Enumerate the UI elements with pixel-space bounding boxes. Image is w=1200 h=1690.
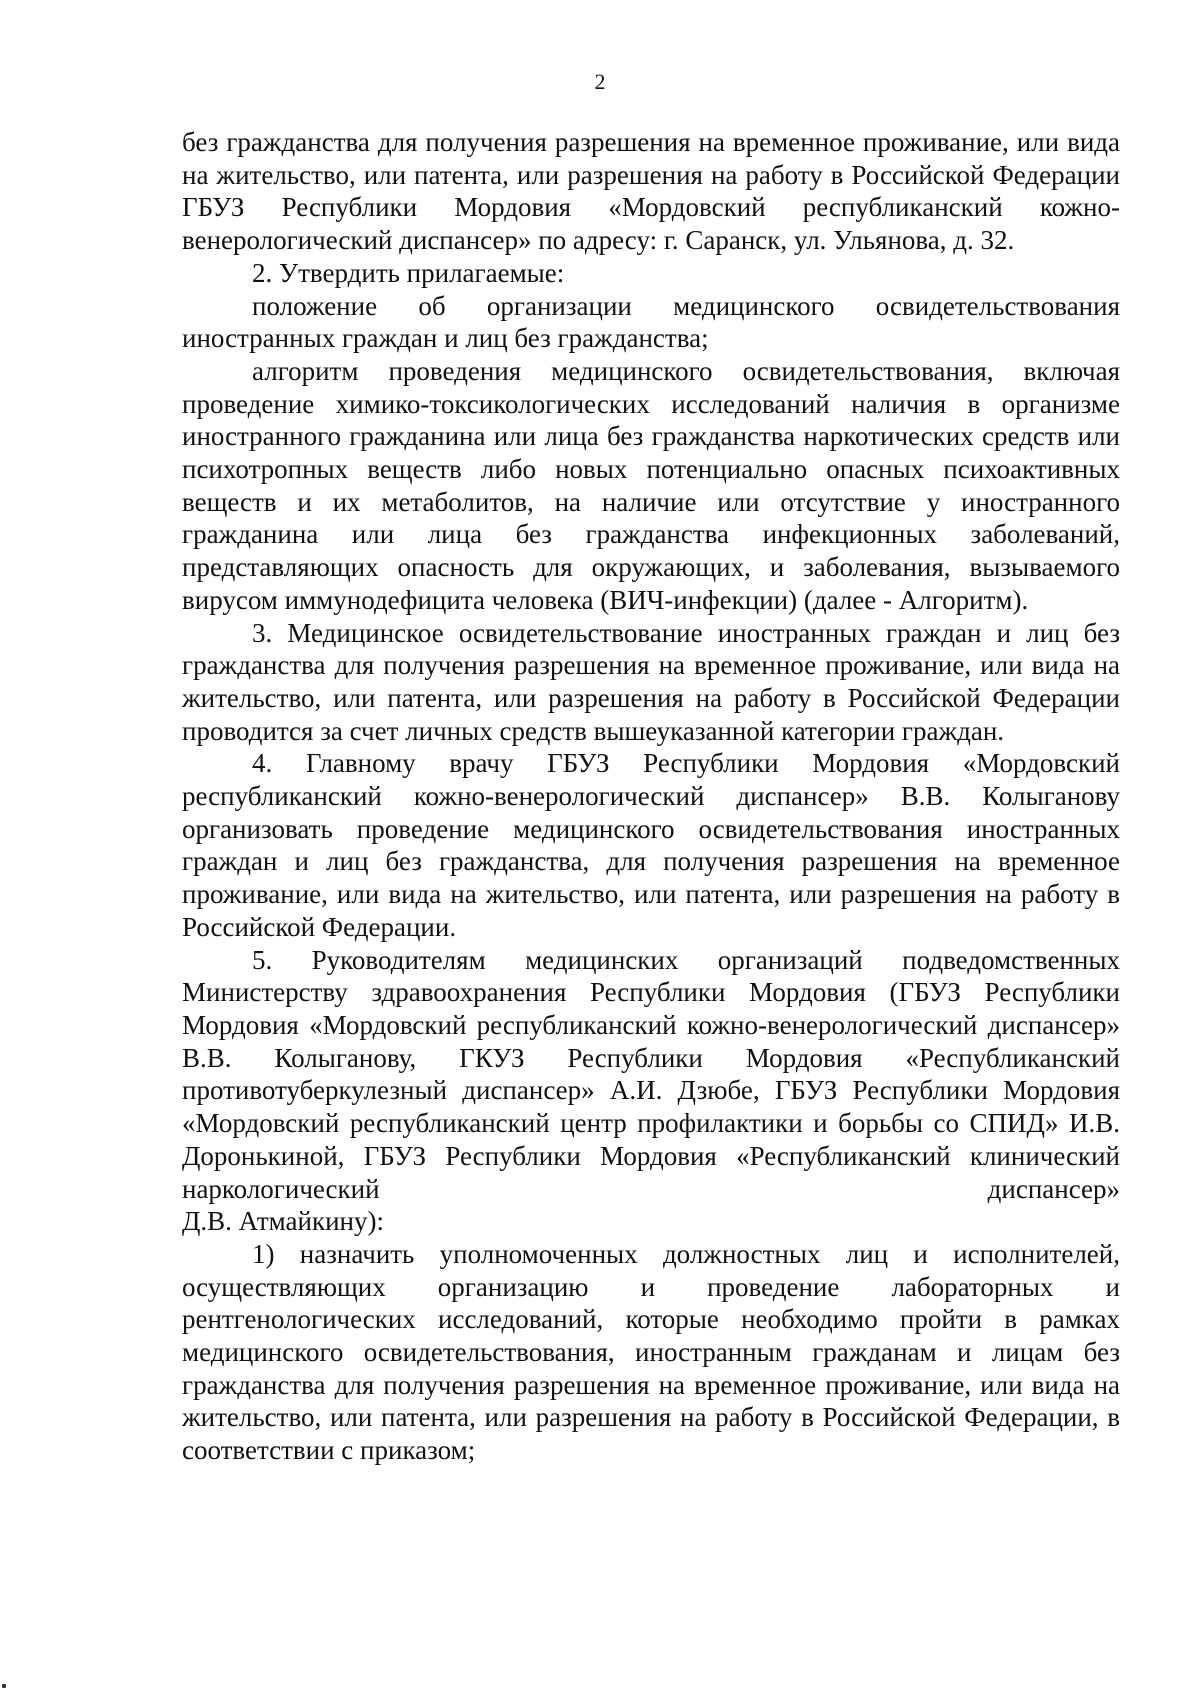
page-number: 2 bbox=[594, 69, 606, 94]
paragraph-item-5: 5. Руководителям медицинских организаций подведомственных Министерству здравоохранения Республики Мордовия (ГБУЗ Республики Мордовия «Мордовский республиканский кожно-венерологический диспансер» В.В. Колыганову, ГКУЗ Республики Мордовия «Республиканский противотуберкулезный диспансер» А.И. Дзюбе, ГБУЗ Республики Мордовия «Мордовский республиканский центр профилактики и борьбы со СПИД» И.В. Доронькиной, ГБУЗ Республики Мордовия «Республиканский клинический наркологический диспансер» bbox=[182, 944, 1120, 1204]
paragraph-item-3: 3. Медицинское освидетельствование иностранных граждан и лиц без гражданства для получения разрешения на временное проживание, или вида на жительство, или патента, или разрешения на работу в Российской Федерации проводится за счет личных средств вышеуказанной категории граждан. bbox=[182, 617, 1120, 746]
paragraph-continuation: без гражданства для получения разрешения на временное проживание, или вида на жительство, или патента, или разрешения на работу в Российской Федерации ГБУЗ Республики Мордовия «Мордовский республиканский кожно-венерологический диспансер» по адресу: г. Саранск, ул. Ульянова, д. 32. bbox=[182, 127, 1120, 256]
paragraph-item-2: 2. Утвердить прилагаемые: bbox=[252, 257, 565, 288]
paragraph-item-2-regulation: положение об организации медицинского освидетельствования иностранных граждан и лиц без гражданства; bbox=[182, 290, 1120, 354]
paragraph-subitem-1: 1) назначить уполномоченных должностных лиц и исполнителей, осуществляющих организацию и проведение лабораторных и рентгенологических исследований, которые необходимо пройти в рамках медицинского освидетельствования, иностранным гражданам и лицам без гражданства для получения разрешения на временное проживание, или вида на жительство, или патента, или разрешения на работу в Российской Федерации, в соответствии с приказом; bbox=[182, 1238, 1120, 1466]
scan-artifact bbox=[2, 1684, 6, 1688]
paragraph-item-4: 4. Главному врачу ГБУЗ Республики Мордовия «Мордовский республиканский кожно-венерологический диспансер» В.В. Колыганову организовать проведение медицинского освидетельствования иностранных граждан и лиц без гражданства, для получения разрешения на временное проживание, или вида на жительство, или патента, или разрешения на работу в Российской Федерации. bbox=[182, 748, 1120, 942]
paragraph-item-5-end: Д.В. Атмайкину): bbox=[182, 1206, 384, 1237]
document-body bbox=[182, 126, 1120, 1467]
paragraph-item-2-algorithm: алгоритм проведения медицинского освидетельствования, включая проведение химико-токсикологических исследований наличия в организме иностранного гражданина или лица без гражданства наркотических средств или психотропных веществ либо новых потенциально опасных психоактивных веществ и их метаболитов, на наличие или отсутствие у иностранного гражданина или лица без гражданства инфекционных заболеваний, представляющих опасность для окружающих, и заболевания, вызываемого вирусом иммунодефицита человека (ВИЧ-инфекции) (далее - Алгоритм). bbox=[182, 355, 1120, 615]
